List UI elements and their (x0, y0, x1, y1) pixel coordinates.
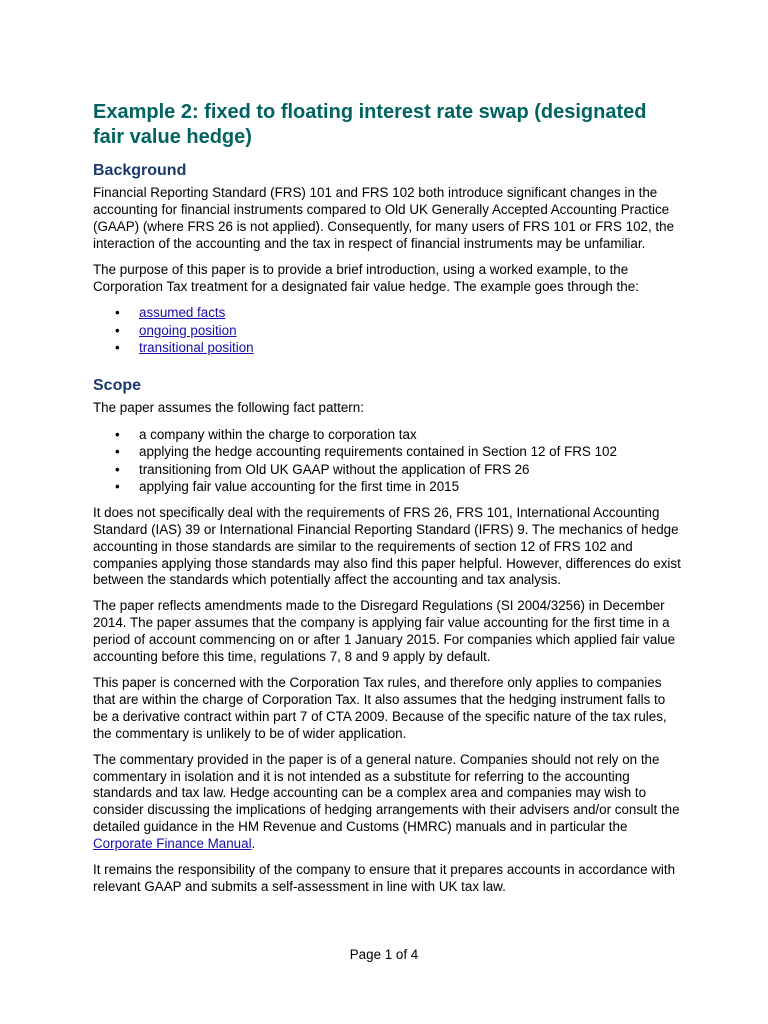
list-item (93, 426, 683, 444)
background-heading: Background (93, 162, 187, 179)
list-item (93, 478, 683, 496)
list-item (93, 339, 683, 357)
page-number: Page 1 of 4 (349, 947, 419, 962)
corporate-finance-manual-link[interactable]: Corporate Finance Manual (93, 836, 252, 852)
scope-paragraph-4 (93, 752, 683, 853)
bullet-icon: • (115, 444, 120, 460)
bullet-icon: • (115, 426, 120, 442)
list-item-text: transitioning from Old UK GAAP without the application of FRS 26 (139, 461, 530, 477)
scope-paragraph-1: It does not specifically deal with the requirements of FRS 26, FRS 101, International Accounting Standard (IAS) 39 or International Financial Reporting Standard (IFRS) 9. The mechanics of hedge accounting in those standards are similar to the requirements of section 12 of FRS 102 and companies applying those standards may also find this paper helpful. However, differences do exist between the standards which potentially affect the accounting and tax analysis. (93, 504, 681, 588)
section-links-list (93, 304, 683, 357)
assumed-facts-link[interactable]: assumed facts (139, 305, 226, 321)
scope-heading: Scope (93, 376, 142, 394)
scope-paragraph-5: It remains the responsibility of the company to ensure that it prepares accounts in accordance with relevant GAAP and submits a self-assessment in line with UK tax law. (93, 862, 676, 894)
bullet-icon: • (115, 479, 120, 495)
background-paragraph-2: The purpose of this paper is to provide a brief introduction, using a worked example, to the Corporation Tax treatment for a designated fair value hedge. The example goes through the: (93, 261, 639, 294)
scope-intro: The paper assumes the following fact pattern: (93, 399, 364, 415)
scope-paragraph-2: The paper reflects amendments made to the Disregard Regulations (SI 2004/3256) in December 2014. The paper assumes that the company is applying fair value accounting for the first time in a period of account commencing on or after 1 January 2015. For companies which applied fair value accounting before this time, regulations 7, 8 and 9 apply by default. (93, 598, 676, 665)
bullet-icon: • (115, 322, 120, 338)
paragraph-text: The commentary provided in the paper is of a general nature. Companies should not rely on the commentary in isolation and it is not intended as a substitute for referring to the accounting standards and tax law. Hedge accounting can be a complex area and companies may wish to consider discussing the implications of hedging arrangements with their advisers and/or consult the detailed guidance in the HM Revenue and Customs (HMRC) manuals and in particular the (93, 751, 680, 835)
list-item-text: applying fair value accounting for the first time in 2015 (139, 479, 460, 495)
list-item (93, 304, 683, 322)
scope-paragraph-3: This paper is concerned with the Corporation Tax rules, and therefore only applies to companies that are within the charge of Corporation Tax. It also assumes that the hedging instrument falls to be a derivative contract within part 7 of CTA 2009. Because of the specific nature of the tax rules, the commentary is unlikely to be of wider application. (93, 675, 667, 741)
bullet-icon: • (115, 461, 120, 477)
list-item (93, 461, 683, 479)
list-item-text: applying the hedge accounting requirements contained in Section 12 of FRS 102 (139, 444, 617, 460)
transitional-position-link[interactable]: transitional position (139, 340, 254, 356)
background-paragraph-1: Financial Reporting Standard (FRS) 101 and FRS 102 both introduce significant changes in the accounting for financial instruments compared to Old UK Generally Accepted Accounting Practice (GAAP) (where FRS 26 is not applied). Consequently, for many users of FRS 101 or FRS 102, the interaction of the accounting and the tax in respect of financial instruments may be unfamiliar. (93, 185, 675, 251)
list-item-text: a company within the charge to corporation tax (139, 426, 417, 442)
page-content (93, 100, 683, 905)
fact-pattern-list (93, 426, 683, 496)
ongoing-position-link[interactable]: ongoing position (139, 322, 237, 338)
list-item (93, 443, 683, 461)
bullet-icon: • (115, 305, 120, 321)
bullet-icon: • (115, 340, 120, 356)
spacer (93, 366, 683, 376)
page-title: Example 2: fixed to floating interest rate swap (designated fair value hedge) (93, 101, 647, 148)
list-item (93, 322, 683, 340)
paragraph-text-end: . (251, 836, 256, 852)
